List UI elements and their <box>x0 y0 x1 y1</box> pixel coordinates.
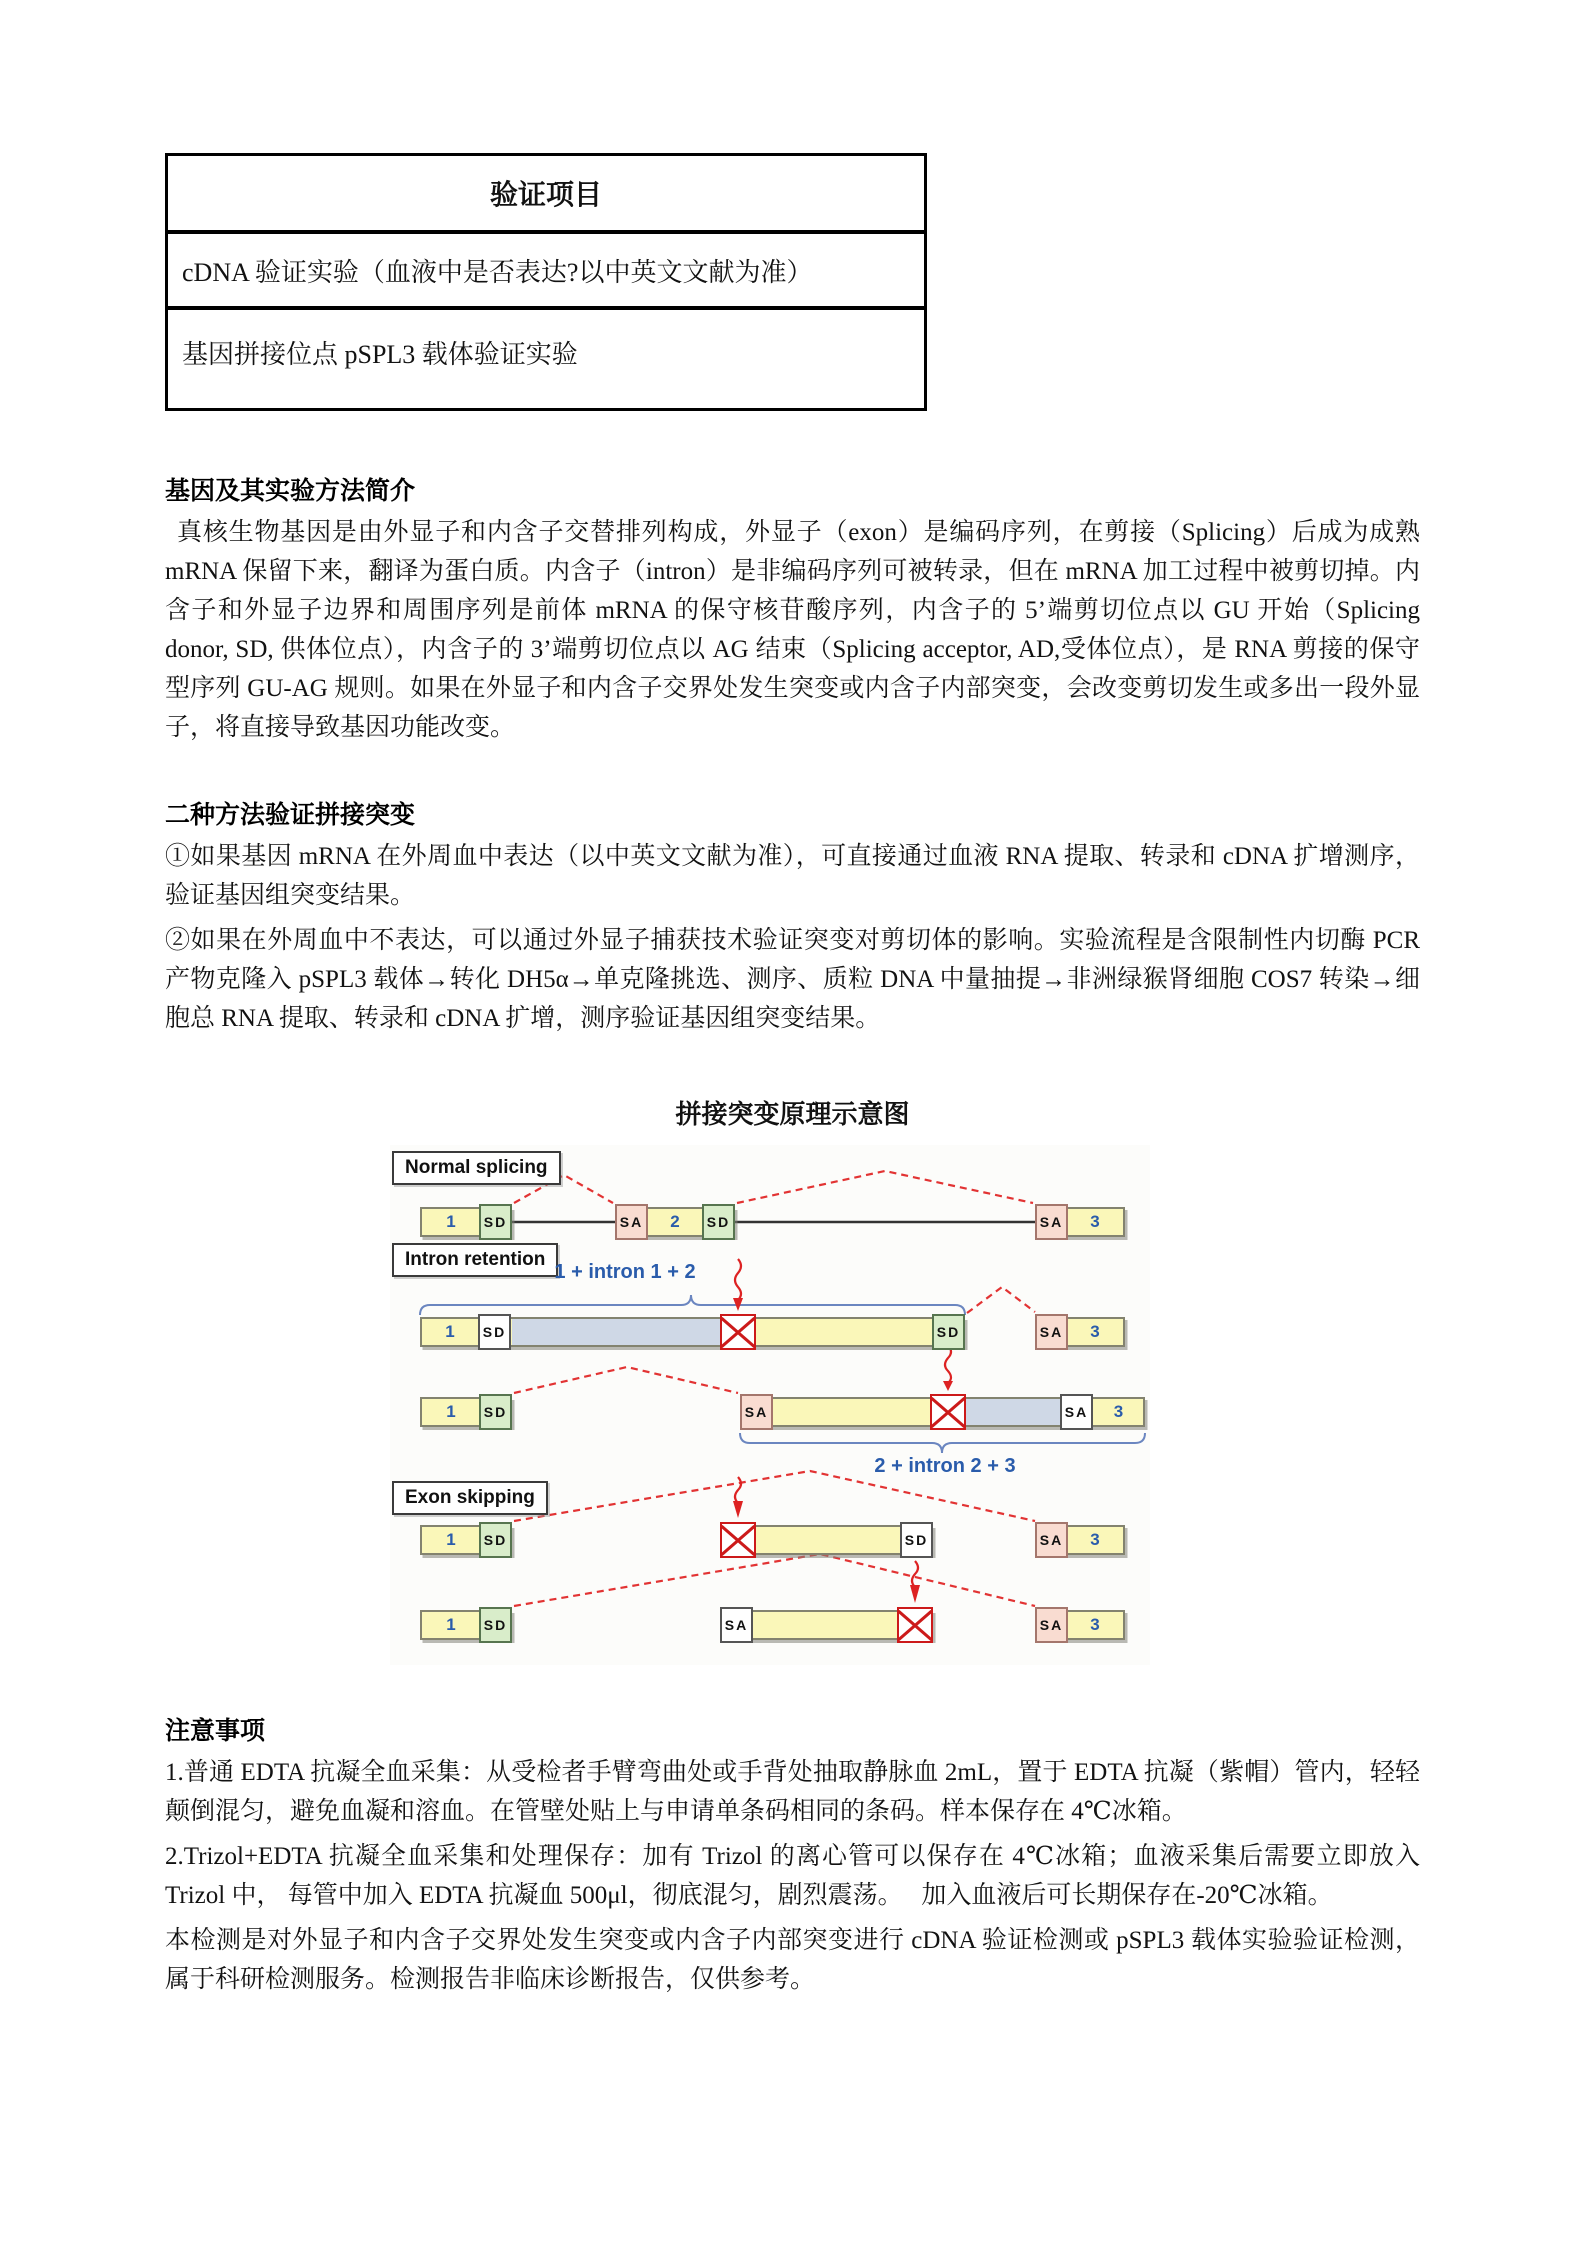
note-item-3: 本检测是对外显子和内含子交界处发生突变或内含子内部突变进行 cDNA 验证检测或 pSPL3 载体实验验证检测，属于科研检测服务。检测报告非临床诊断报告，仅供参考。 <box>165 1927 1420 1993</box>
table-row-pspl3: 基因拼接位点 pSPL3 载体验证实验 <box>168 306 924 408</box>
exon-number: 1 <box>446 1402 456 1421</box>
splice-arc-skipping-2 <box>514 1554 1035 1606</box>
splice-acceptor-tag: SA <box>1035 1522 1068 1558</box>
exon-3-skipping-1 <box>1035 1525 1125 1555</box>
methods-section-title: 二种方法验证拼接突变 <box>165 801 416 829</box>
skipped-exon-2 <box>720 1610 933 1640</box>
exon-2-normal <box>615 1207 735 1237</box>
exon-number: 2 <box>670 1212 680 1231</box>
mutation-arrow-1 <box>733 1259 743 1311</box>
mutated-splice-site <box>720 1522 756 1558</box>
exon-number: 1 <box>446 1530 456 1549</box>
exon-3-skipping-2 <box>1035 1610 1125 1640</box>
mutated-splice-site <box>930 1394 966 1430</box>
exon-number: 1 <box>446 1615 456 1634</box>
mutation-arrow-2 <box>943 1345 953 1391</box>
exon-1-normal <box>420 1207 512 1237</box>
label-intron-retention: Intron retention <box>392 1243 558 1277</box>
exon-number: 3 <box>1090 1615 1100 1634</box>
annotation-intron-2-3: 2 + intron 2 + 3 <box>874 1455 1016 1477</box>
splice-donor-tag: SD <box>479 1394 512 1430</box>
splice-mutation-diagram <box>390 1145 1150 1665</box>
bracket-top <box>420 1295 965 1315</box>
exon-number: 1 <box>445 1322 455 1341</box>
splice-donor-tag: SD <box>479 1607 512 1643</box>
method-item-2: ②如果在外周血中不表达，可以通过外显子捕获技术验证突变对剪切体的影响。实验流程是含限制性内切酶 PCR 产物克隆入 pSPL3 载体→转化 DH5α→单克隆挑选、测序、质粒 DNA 中量抽提→非洲绿猴肾细胞 COS7 转染→细胞总 RNA 提取、转录和 cDNA 扩增，测序验证基因组突变结果。 <box>165 927 1420 1032</box>
annotation-intron-1-2: 1 + intron 1 + 2 <box>554 1261 696 1283</box>
splice-acceptor-tag: SA <box>740 1394 773 1430</box>
table-row-cdna: cDNA 验证实验（血液中是否表达?以中英文文献为准） <box>168 230 924 306</box>
splice-donor-tag: SD <box>932 1314 965 1350</box>
exon-3-retention-1 <box>1035 1317 1125 1347</box>
splice-donor-tag: SD <box>702 1204 735 1240</box>
exon-number: 3 <box>1090 1530 1100 1549</box>
mutated-splice-site <box>897 1607 933 1643</box>
splice-donor-tag: SD <box>479 1204 512 1240</box>
retained-intron-segment <box>512 1319 720 1345</box>
exon-1-skipping-2 <box>420 1610 512 1640</box>
intro-section-title: 基因及其实验方法简介 <box>165 477 416 505</box>
notes-section-title: 注意事项 <box>165 1717 266 1745</box>
splice-donor-tag: SD <box>479 1522 512 1558</box>
splice-acceptor-tag: SA <box>615 1204 648 1240</box>
note-item-1: 1.普通 EDTA 抗凝全血采集：从受检者手臂弯曲处或手背处抽取静脉血 2mL，置于 EDTA 抗凝（紫帽）管内，轻轻颠倒混匀，避免血凝和溶血。在管壁处贴上与申请单条码相同的条码。样本保存在 4℃冰箱。 <box>165 1759 1420 1825</box>
retained-intron-transcript-1 <box>420 1317 965 1347</box>
splice-arc-retention-2 <box>514 1367 738 1393</box>
mutated-splice-site <box>720 1314 756 1350</box>
exon-number: 3 <box>1090 1212 1100 1231</box>
exon-number: 1 <box>446 1212 456 1231</box>
diagram-title: 拼接突变原理示意图 <box>675 1099 910 1129</box>
mutation-arrow-3 <box>733 1477 743 1518</box>
exon-number: 3 <box>1090 1322 1100 1341</box>
bracket-bottom <box>740 1433 1145 1453</box>
splice-acceptor-tag: SA <box>720 1607 753 1643</box>
validation-project-table <box>165 153 927 411</box>
exon-1-retention-2 <box>420 1397 512 1427</box>
intro-paragraph: 真核生物基因是由外显子和内含子交替排列构成，外显子（exon）是编码序列，在剪接（Splicing）后成为成熟 mRNA 保留下来，翻译为蛋白质。内含子（intron）是非编码序列可被转录，但在 mRNA 加工过程中被剪切掉。内含子和外显子边界和周围序列是前体 mRNA 的保守核苷酸序列，内含子的 5’端剪切位点以 GU 开始（Splicing donor, SD, 供体位点），内含子的 3’端剪切位点以 AG 结束（Splicing acceptor, AD,受体位点），是 RNA 剪接的保守型序列 GU-AG 规则。如果在外显子和内含子交界处发生突变或内含子内部突变，会改变剪切发生或多出一段外显子，将直接导致基因功能改变。 <box>165 519 1421 741</box>
splice-acceptor-tag: SA <box>1035 1204 1068 1240</box>
splice-arc-skipping-1 <box>514 1471 1035 1521</box>
mutation-arrow-4 <box>910 1561 920 1603</box>
label-exon-skipping: Exon skipping <box>392 1481 548 1515</box>
method-item-1: ①如果基因 mRNA 在外周血中表达（以中英文文献为准），可直接通过血液 RNA 提取、转录和 cDNA 扩增测序，验证基因组突变结果。 <box>165 843 1420 909</box>
splice-donor-tag: SD <box>900 1522 933 1558</box>
table-header-cell: 验证项目 <box>489 180 602 211</box>
exon-3-normal <box>1035 1207 1125 1237</box>
splice-arc-retention-1 <box>967 1287 1035 1313</box>
note-item-2: 2.Trizol+EDTA 抗凝全血采集和处理保存：加有 Trizol 的离心管可以保存在 4℃冰箱；血液采集后需要立即放入 Trizol 中， 每管中加入 EDTA 抗凝血 500μl，彻底混匀，剧烈震荡。 加入血液后可长期保存在-20℃冰箱。 <box>165 1843 1420 1909</box>
splice-acceptor-tag: SA <box>1060 1394 1093 1430</box>
skipped-exon-1 <box>720 1525 933 1555</box>
splice-acceptor-tag: SA <box>1035 1607 1068 1643</box>
exon-number: 3 <box>1113 1402 1124 1421</box>
splice-arc-normal-2 <box>737 1171 1033 1203</box>
label-normal-splicing: Normal splicing <box>392 1151 561 1185</box>
splice-acceptor-tag: SA <box>1035 1314 1068 1350</box>
splice-donor-tag: SD <box>478 1314 511 1350</box>
exon-1-skipping-1 <box>420 1525 512 1555</box>
retained-intron-transcript-2 <box>740 1397 1145 1427</box>
retained-intron-segment <box>966 1399 1060 1425</box>
